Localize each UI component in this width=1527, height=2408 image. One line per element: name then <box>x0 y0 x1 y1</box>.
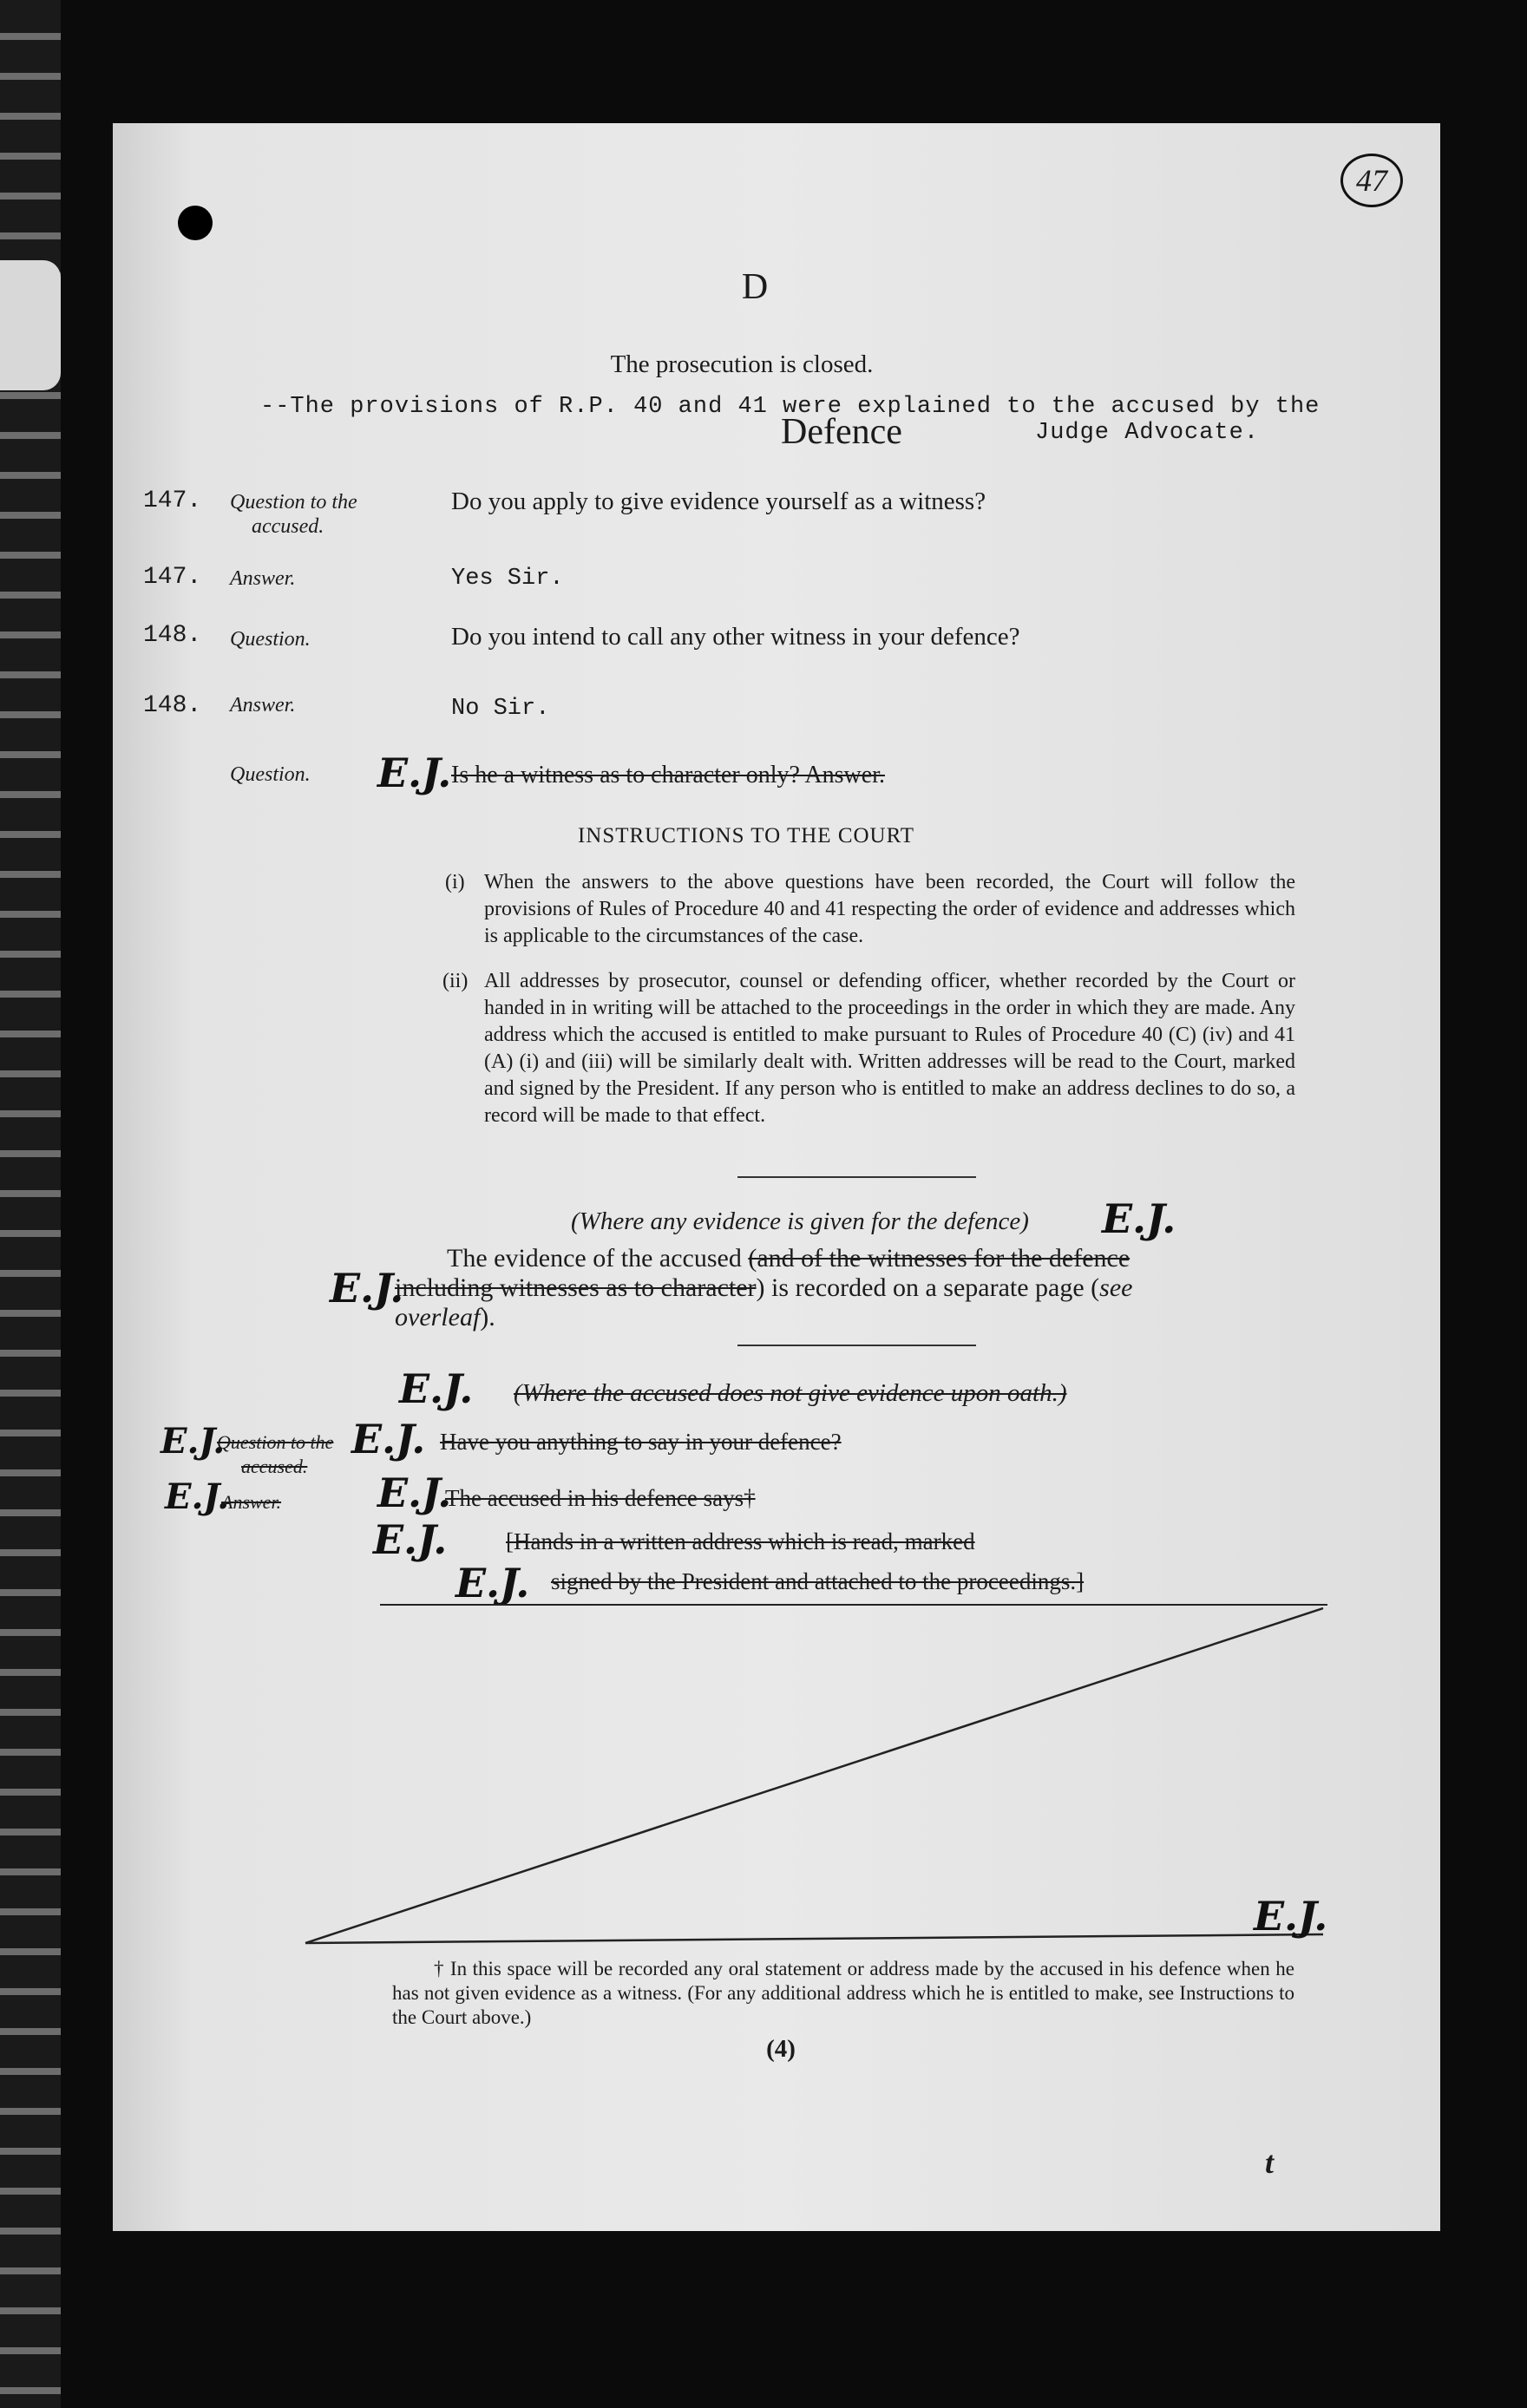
document-page <box>113 123 1440 2231</box>
page-number-text: 47 <box>1356 163 1387 198</box>
instruction-ii-number: (ii) <box>442 970 469 992</box>
initials-mark: E.J. <box>1254 1893 1328 1940</box>
accused-says-struck: The accused in his defence says† <box>445 1485 756 1511</box>
question-label-struck-2: accused. <box>241 1456 308 1477</box>
where-evidence: (Where any evidence is given for the defence) <box>571 1207 1029 1235</box>
row-label-2: accused. <box>252 515 324 538</box>
instruction-i: When the answers to the above questions have been recorded, the Court will follow the provisions of Rules of Procedure 40 and 41 respecting the order of evidence and addresses which is applicable to the circumstances of the case. <box>484 871 1295 947</box>
corner-mark: t <box>1265 2145 1275 2180</box>
row-text: Do you intend to call any other witness in your defence? <box>451 623 1020 651</box>
instruction-i-number: (i) <box>445 871 465 893</box>
instruction-ii: All addresses by prosecutor, counsel or defending officer, whether recorded by the Court or handed in in writing will be attached to the proceedings in the order in which they are made. Any address which the accused is entitled to make pursuant to Rules of Procedure 40 (C) (iv) and 41 (A) (i) and (iii) will be similarly dealt with. Written addresses will be read to the Court, marked and signed by the President. If any person who is entitled to make an address declines to do so, a record will be made to that effect. <box>484 970 1295 1127</box>
row-label: Question to the <box>230 491 357 514</box>
row-text: No Sir. <box>451 696 550 722</box>
initials-mark: E.J. <box>377 749 452 796</box>
prosecution-closed: The prosecution is closed. <box>610 350 874 378</box>
answer-label-struck: Answer. <box>221 1491 282 1513</box>
initials-mark: E.J. <box>351 1416 426 1462</box>
page-edge-fragment <box>0 260 61 390</box>
row-text-struck: Is he a witness as to character only? Answer. <box>451 762 885 788</box>
evidence-text-struck-2: including witnesses as to character <box>395 1273 757 1302</box>
row-text: Yes Sir. <box>451 566 564 592</box>
initials-mark: E.J. <box>165 1476 230 1517</box>
initials-mark: E.J. <box>399 1365 474 1412</box>
row-number: 147. <box>143 487 202 514</box>
evidence-end: ). <box>480 1303 495 1332</box>
evidence-see: see <box>1099 1273 1133 1302</box>
initials-mark: E.J. <box>1102 1195 1176 1242</box>
question-label-struck: Question to the <box>217 1431 334 1453</box>
typed-note-line2: Judge Advocate. <box>1035 420 1260 446</box>
initials-mark: E.J. <box>377 1469 452 1516</box>
where-no-oath: (Where the accused does not give evidence upon oath.) <box>514 1379 1067 1407</box>
row-number: 147. <box>143 564 202 591</box>
footnote: † In this space will be recorded any oral statement or address made by the accused in his defence when he has not given evidence as a witness. (For any additional address which he is entitled to make, see Instructions to the Court above.) <box>392 1958 1294 2028</box>
row-label: Question. <box>230 763 311 786</box>
row-label: Answer. <box>230 567 296 590</box>
evidence-text-b: ) is recorded on a separate page ( <box>756 1273 1100 1302</box>
row-number: 148. <box>143 622 202 649</box>
typed-note-line1: --The provisions of R.P. 40 and 41 were explained to the accused by the <box>260 394 1321 420</box>
row-text: Do you apply to give evidence yourself as a witness? <box>451 487 986 515</box>
initials-mark: E.J. <box>373 1516 448 1563</box>
cancellation-lines <box>113 123 1440 2231</box>
evidence-overleaf: overleaf <box>395 1303 481 1332</box>
page-footer-number: (4) <box>766 2035 796 2063</box>
heading-defence: Defence <box>781 412 902 452</box>
section-letter: D <box>741 267 769 307</box>
row-label: Question. <box>230 628 311 651</box>
initials-mark: E.J. <box>455 1560 530 1606</box>
initials-mark: E.J. <box>330 1265 404 1312</box>
instructions-heading: INSTRUCTIONS TO THE COURT <box>577 824 915 847</box>
row-number: 148. <box>143 692 202 719</box>
initials-mark: E.J. <box>161 1421 226 1462</box>
evidence-text-a: The evidence of the accused <box>447 1244 749 1273</box>
row-label: Answer. <box>230 694 296 717</box>
anything-to-say-struck: Have you anything to say in your defence? <box>440 1429 842 1455</box>
hands-in-struck: [Hands in a written address which is read, marked <box>506 1528 975 1554</box>
hands-in-struck-2: signed by the President and attached to the proceedings.] <box>551 1568 1085 1594</box>
evidence-text-struck: (and of the witnesses for the defence <box>748 1244 1131 1273</box>
